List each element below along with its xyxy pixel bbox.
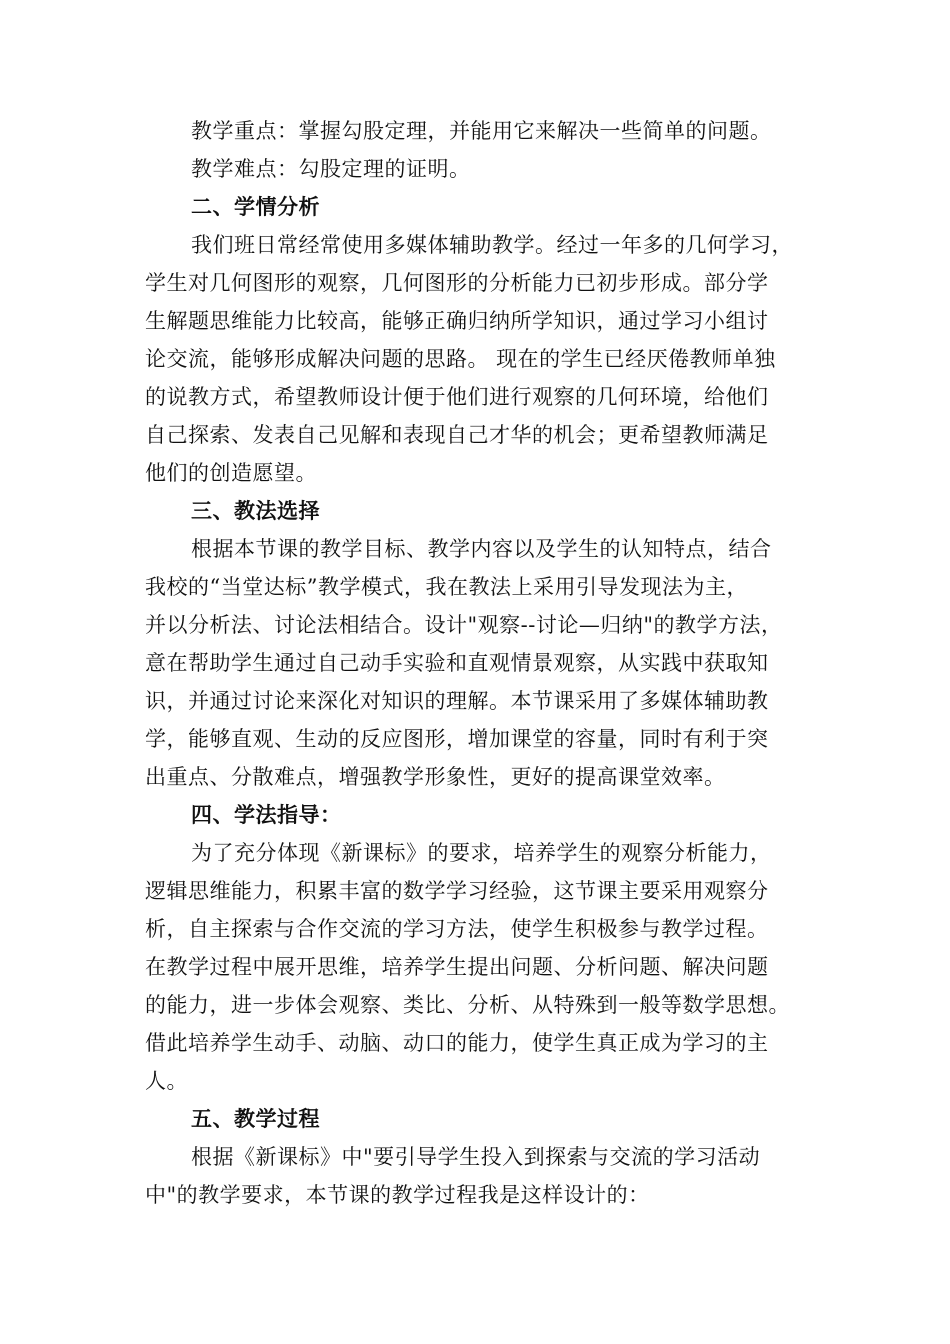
paragraph-line: 的能力，进一步体会观察、类比、分析、从特殊到一般等数学思想。: [145, 993, 790, 1017]
section-heading-student-analysis: 二、学情分析: [191, 194, 320, 219]
paragraph-line: 并以分析法、讨论法相结合。设计"观察--讨论—归纳"的教学方法，: [145, 613, 783, 637]
paragraph-line: 借此培养学生动手、动脑、动口的能力，使学生真正成为学习的主: [145, 1031, 769, 1055]
paragraph-line: 根据《新课标》中"要引导学生投入到探索与交流的学习活动: [191, 1145, 761, 1169]
section-heading-teaching-process: 五、教学过程: [191, 1106, 320, 1131]
difficulty-line: 教学难点：勾股定理的证明。: [191, 157, 471, 181]
paragraph-line: 中"的教学要求，本节课的教学过程我是这样设计的：: [145, 1183, 650, 1207]
paragraph-line: 意在帮助学生通过自己动手实验和直观情景观察，从实践中获取知: [145, 651, 769, 675]
paragraph-line: 析，自主探索与合作交流的学习方法，使学生积极参与教学过程。: [145, 917, 769, 941]
section-heading-learning-guidance: 四、学法指导：: [191, 802, 342, 827]
paragraph-line: 出重点、分散难点，增强教学形象性，更好的提高课堂效率。: [145, 765, 726, 789]
paragraph-line: 自己探索、发表自己见解和表现自己才华的机会；更希望教师满足: [145, 423, 769, 447]
key-point-line: 教学重点：掌握勾股定理，并能用它来解决一些简单的问题。: [191, 119, 772, 143]
paragraph-line: 他们的创造愿望。: [145, 461, 317, 485]
paragraph-line: 学，能够直观、生动的反应图形，增加课堂的容量，同时有利于突: [145, 727, 769, 751]
paragraph-line: 论交流，能够形成解决问题的思路。 现在的学生已经厌倦教师单独: [145, 347, 776, 371]
document-page: [145, 112, 815, 1214]
paragraph-line: 的说教方式，希望教师设计便于他们进行观察的几何环境，给他们: [145, 385, 769, 409]
paragraph-line: 我们班日常经常使用多媒体辅助教学。经过一年多的几何学习，: [191, 233, 793, 257]
paragraph-line: 逻辑思维能力，积累丰富的数学学习经验，这节课主要采用观察分: [145, 879, 769, 903]
paragraph-line: 识，并通过讨论来深化对知识的理解。本节课采用了多媒体辅助教: [145, 689, 769, 713]
paragraph-line: 我校的“当堂达标”教学模式，我在教法上采用引导发现法为主，: [145, 575, 748, 599]
paragraph-line: 在教学过程中展开思维，培养学生提出问题、分析问题、解决问题: [145, 955, 769, 979]
paragraph-line: 学生对几何图形的观察，几何图形的分析能力已初步形成。部分学: [145, 271, 769, 295]
section-heading-teaching-method: 三、教法选择: [191, 498, 320, 523]
paragraph-line: 为了充分体现《新课标》的要求，培养学生的观察分析能力，: [191, 841, 772, 865]
paragraph-line: 根据本节课的教学目标、教学内容以及学生的认知特点，结合: [191, 537, 772, 561]
paragraph-line: 人。: [145, 1069, 188, 1093]
paragraph-line: 生解题思维能力比较高，能够正确归纳所学知识，通过学习小组讨: [145, 309, 769, 333]
